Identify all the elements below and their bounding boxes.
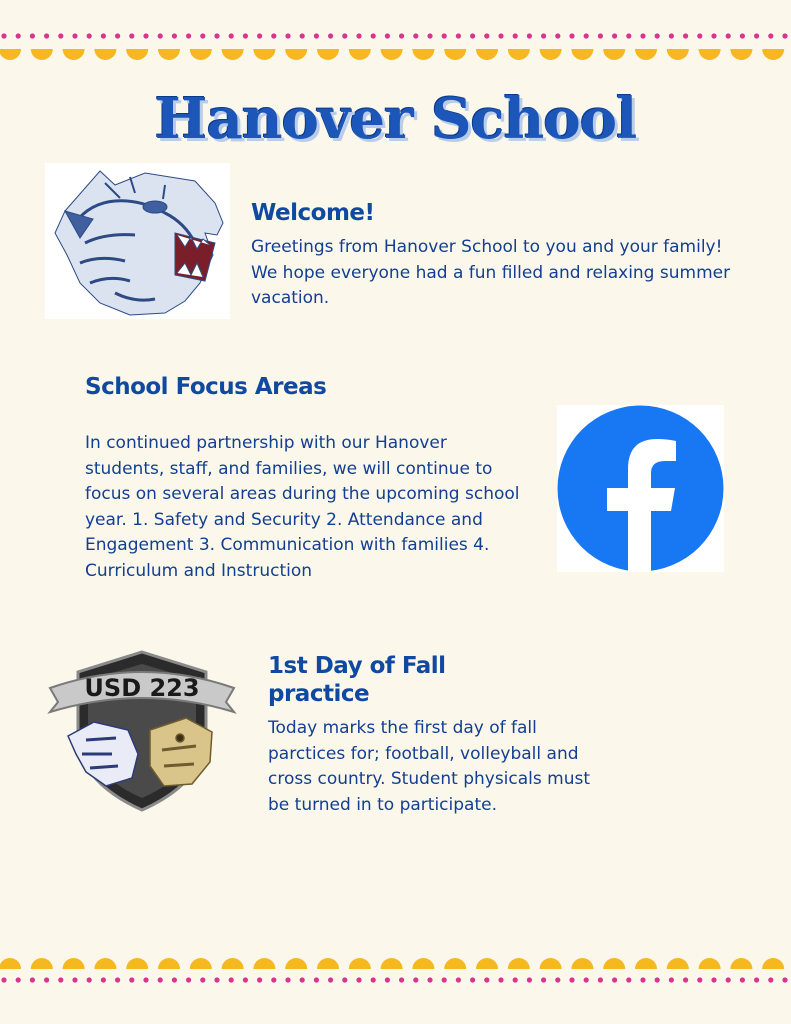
border-scallop bbox=[63, 958, 85, 969]
border-dot bbox=[129, 33, 134, 38]
border-dot bbox=[541, 977, 546, 982]
border-dot bbox=[584, 977, 589, 982]
bottom-dot-row bbox=[0, 976, 791, 984]
border-dot bbox=[470, 977, 475, 982]
border-scallop bbox=[635, 958, 657, 969]
border-dot bbox=[285, 977, 290, 982]
border-dot bbox=[427, 977, 432, 982]
border-dot bbox=[569, 33, 574, 38]
border-scallop bbox=[0, 958, 21, 969]
border-dot bbox=[399, 977, 404, 982]
border-dot bbox=[498, 33, 503, 38]
facebook-icon[interactable] bbox=[557, 405, 724, 572]
border-dot bbox=[669, 977, 674, 982]
border-dot bbox=[399, 33, 404, 38]
border-dot bbox=[697, 977, 702, 982]
border-scallop bbox=[253, 49, 275, 60]
border-scallop bbox=[381, 49, 403, 60]
border-dot bbox=[229, 33, 234, 38]
border-scallop bbox=[94, 49, 116, 60]
border-dot bbox=[584, 33, 589, 38]
border-dot bbox=[612, 977, 617, 982]
border-dot bbox=[356, 33, 361, 38]
border-dot bbox=[356, 977, 361, 982]
border-dot bbox=[555, 33, 560, 38]
border-scallop bbox=[667, 49, 689, 60]
bottom-border bbox=[0, 952, 791, 992]
border-scallop bbox=[508, 49, 530, 60]
border-scallop bbox=[222, 49, 244, 60]
border-dot bbox=[158, 977, 163, 982]
border-scallop bbox=[412, 49, 434, 60]
border-dot bbox=[1, 33, 6, 38]
border-dot bbox=[754, 977, 759, 982]
border-dot bbox=[115, 977, 120, 982]
border-dot bbox=[640, 977, 645, 982]
border-dot bbox=[626, 33, 631, 38]
border-dot bbox=[683, 977, 688, 982]
border-dot bbox=[328, 33, 333, 38]
top-scallop-row bbox=[0, 48, 791, 62]
border-dot bbox=[172, 977, 177, 982]
border-dot bbox=[44, 33, 49, 38]
border-dot bbox=[257, 33, 262, 38]
border-scallop bbox=[31, 958, 53, 969]
border-dot bbox=[782, 33, 787, 38]
border-dot bbox=[697, 33, 702, 38]
border-dot bbox=[655, 33, 660, 38]
border-dot bbox=[72, 977, 77, 982]
border-dot bbox=[655, 977, 660, 982]
border-scallop bbox=[603, 958, 625, 969]
practice-heading: 1st Day of Fall practice bbox=[268, 653, 446, 707]
border-scallop bbox=[190, 958, 212, 969]
border-dot bbox=[456, 33, 461, 38]
border-dot bbox=[101, 33, 106, 38]
border-dot bbox=[640, 33, 645, 38]
border-scallop bbox=[31, 49, 53, 60]
border-scallop bbox=[349, 958, 371, 969]
border-scallop bbox=[285, 958, 307, 969]
border-dot bbox=[470, 33, 475, 38]
border-dot bbox=[541, 33, 546, 38]
border-scallop bbox=[126, 49, 148, 60]
border-dot bbox=[768, 977, 773, 982]
border-scallop bbox=[190, 49, 212, 60]
border-scallop bbox=[285, 49, 307, 60]
border-dot bbox=[513, 33, 518, 38]
border-dot bbox=[44, 977, 49, 982]
border-dot bbox=[158, 33, 163, 38]
border-scallop bbox=[0, 49, 21, 60]
border-scallop bbox=[222, 958, 244, 969]
border-dot bbox=[58, 977, 63, 982]
border-dot bbox=[342, 33, 347, 38]
border-dot bbox=[527, 977, 532, 982]
border-scallop bbox=[412, 958, 434, 969]
border-dot bbox=[371, 33, 376, 38]
focus-text: In continued partnership with our Hanover students, staff, and families, we will continue to focus on several areas during the upcoming school year. 1. Safety and Security 2. Attendance and Engagement 3. Communication with families 4. Curriculum and Instruction bbox=[85, 433, 520, 581]
border-dot bbox=[87, 977, 92, 982]
border-dot bbox=[229, 977, 234, 982]
border-dot bbox=[371, 977, 376, 982]
border-dot bbox=[314, 977, 319, 982]
border-dot bbox=[612, 33, 617, 38]
border-dot bbox=[513, 977, 518, 982]
border-dot bbox=[243, 977, 248, 982]
practice-text: Today marks the first day of fall parctices for; football, volleyball and cross country. Student physicals must be turned in to participate. bbox=[268, 718, 591, 815]
border-dot bbox=[726, 33, 731, 38]
border-dot bbox=[300, 33, 305, 38]
border-dot bbox=[30, 977, 35, 982]
border-scallop bbox=[508, 958, 530, 969]
border-scallop bbox=[94, 958, 116, 969]
wildcat-mascot-icon bbox=[45, 163, 230, 319]
border-dot bbox=[711, 977, 716, 982]
border-dot bbox=[740, 33, 745, 38]
page-title: Hanover School bbox=[154, 86, 637, 152]
border-scallop bbox=[476, 49, 498, 60]
border-scallop bbox=[667, 958, 689, 969]
welcome-text: Greetings from Hanover School to you and your family! We hope everyone had a fun filled and relaxing summer vacation. bbox=[251, 237, 731, 308]
border-dot bbox=[115, 33, 120, 38]
border-dot bbox=[442, 977, 447, 982]
border-dot bbox=[626, 977, 631, 982]
border-dot bbox=[442, 33, 447, 38]
border-scallop bbox=[540, 49, 562, 60]
border-scallop bbox=[253, 958, 275, 969]
border-dot bbox=[257, 977, 262, 982]
border-dot bbox=[498, 977, 503, 982]
border-dot bbox=[87, 33, 92, 38]
border-dot bbox=[101, 977, 106, 982]
border-dot bbox=[30, 33, 35, 38]
border-dot bbox=[342, 977, 347, 982]
border-dot bbox=[427, 33, 432, 38]
border-dot bbox=[456, 977, 461, 982]
border-scallop bbox=[762, 958, 784, 969]
border-scallop bbox=[540, 958, 562, 969]
border-dot bbox=[413, 977, 418, 982]
border-dot bbox=[143, 33, 148, 38]
border-scallop bbox=[444, 49, 466, 60]
border-dot bbox=[243, 33, 248, 38]
border-scallop bbox=[158, 958, 180, 969]
top-dot-row bbox=[0, 32, 791, 40]
border-dot bbox=[16, 977, 21, 982]
usd-223-logo-icon bbox=[46, 646, 238, 814]
border-scallop bbox=[603, 49, 625, 60]
border-dot bbox=[328, 977, 333, 982]
border-dot bbox=[484, 33, 489, 38]
border-dot bbox=[385, 977, 390, 982]
border-dot bbox=[314, 33, 319, 38]
border-dot bbox=[200, 977, 205, 982]
border-dot bbox=[186, 33, 191, 38]
border-dot bbox=[782, 977, 787, 982]
border-scallop bbox=[699, 958, 721, 969]
border-dot bbox=[214, 33, 219, 38]
welcome-heading: Welcome! bbox=[251, 200, 375, 226]
border-dot bbox=[598, 33, 603, 38]
border-dot bbox=[740, 977, 745, 982]
border-dot bbox=[768, 33, 773, 38]
border-dot bbox=[172, 33, 177, 38]
border-scallop bbox=[635, 49, 657, 60]
border-dot bbox=[711, 33, 716, 38]
border-dot bbox=[271, 977, 276, 982]
border-dot bbox=[555, 977, 560, 982]
border-scallop bbox=[158, 49, 180, 60]
border-scallop bbox=[444, 958, 466, 969]
border-scallop bbox=[476, 958, 498, 969]
border-dot bbox=[726, 977, 731, 982]
border-scallop bbox=[762, 49, 784, 60]
bottom-scallop-row bbox=[0, 956, 791, 970]
border-dot bbox=[385, 33, 390, 38]
border-scallop bbox=[381, 958, 403, 969]
border-dot bbox=[598, 977, 603, 982]
border-dot bbox=[271, 33, 276, 38]
border-scallop bbox=[699, 49, 721, 60]
border-scallop bbox=[571, 49, 593, 60]
border-scallop bbox=[126, 958, 148, 969]
border-dot bbox=[527, 33, 532, 38]
border-dot bbox=[143, 977, 148, 982]
logo-banner-text: USD 223 bbox=[84, 674, 200, 702]
top-border bbox=[0, 28, 791, 68]
border-scallop bbox=[571, 958, 593, 969]
border-dot bbox=[200, 33, 205, 38]
border-scallop bbox=[730, 958, 752, 969]
border-dot bbox=[214, 977, 219, 982]
border-dot bbox=[569, 977, 574, 982]
border-dot bbox=[683, 33, 688, 38]
border-dot bbox=[285, 33, 290, 38]
border-dot bbox=[72, 33, 77, 38]
focus-heading: School Focus Areas bbox=[85, 374, 327, 400]
border-dot bbox=[669, 33, 674, 38]
border-scallop bbox=[349, 49, 371, 60]
border-dot bbox=[413, 33, 418, 38]
border-scallop bbox=[317, 958, 339, 969]
border-dot bbox=[58, 33, 63, 38]
border-dot bbox=[16, 33, 21, 38]
border-scallop bbox=[63, 49, 85, 60]
border-scallop bbox=[317, 49, 339, 60]
border-dot bbox=[754, 33, 759, 38]
border-dot bbox=[186, 977, 191, 982]
border-dot bbox=[300, 977, 305, 982]
border-dot bbox=[129, 977, 134, 982]
border-scallop bbox=[730, 49, 752, 60]
border-dot bbox=[1, 977, 6, 982]
border-dot bbox=[484, 977, 489, 982]
